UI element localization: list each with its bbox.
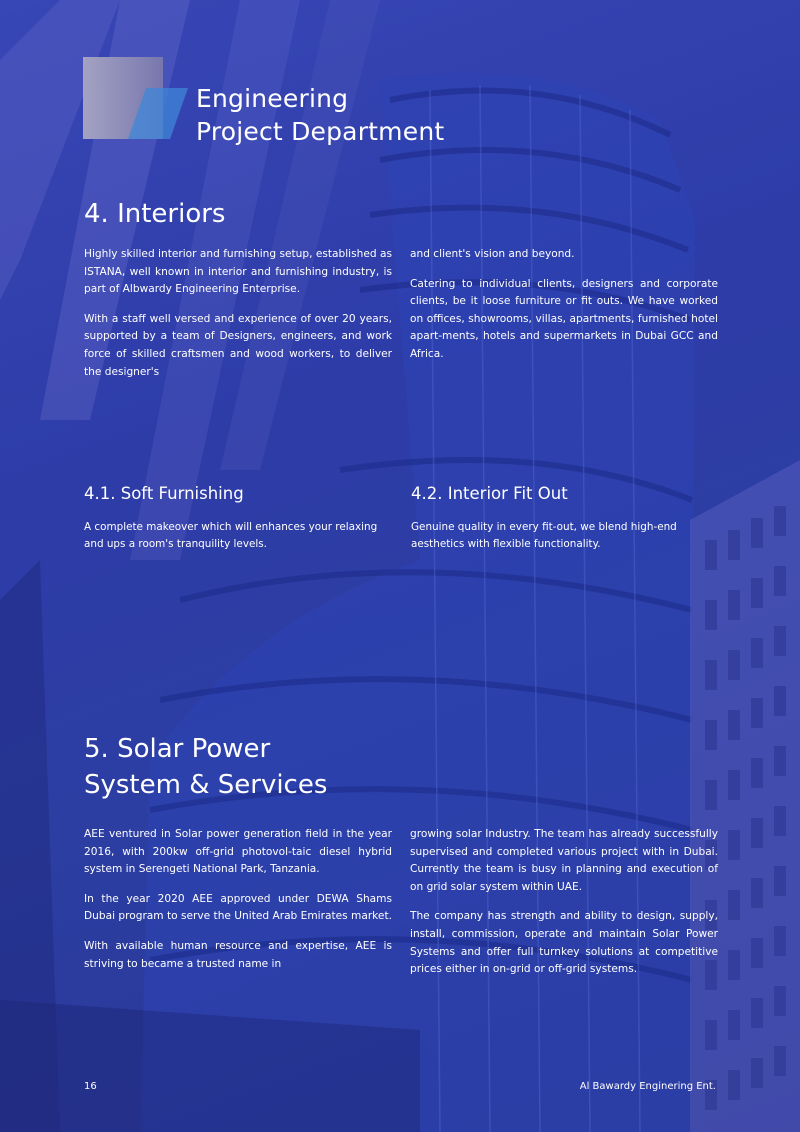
solar-title-line2: System & Services bbox=[84, 770, 328, 800]
subsection-title-interior-fit-out: 4.2. Interior Fit Out bbox=[411, 484, 568, 503]
subsection-title-soft-furnishing: 4.1. Soft Furnishing bbox=[84, 484, 244, 503]
paragraph: Highly skilled interior and furnishing setup, established as ISTANA, well known in interior and furnishing industry, is part of Albwardy Engineering Enterprise. bbox=[84, 248, 392, 296]
paragraph: Catering to individual clients, designers and corporate clients, be it loose furniture or fit outs. We have worked on offices, showrooms, villas, apartments, furnished hotel apart-ments, hotels and supermarkets in Dubai GCC and Africa. bbox=[410, 277, 718, 360]
paragraph: With available human resource and expertise, AEE is striving to became a trusted name in bbox=[84, 939, 392, 970]
footer-company-name: Al Bawardy Enginering Ent. bbox=[579, 1081, 716, 1092]
paragraph: AEE ventured in Solar power generation field in the year 2016, with 200kw off-grid photovol-taic diesel hybrid system in Serengeti National Park, Tanzania. bbox=[84, 828, 392, 876]
solar-left-column bbox=[84, 826, 392, 985]
paragraph: A complete makeover which will enhances your relaxing and ups a room's tranquility levels. bbox=[84, 521, 378, 550]
header-title-line2: Project Department bbox=[196, 117, 445, 146]
interiors-right-column bbox=[410, 246, 718, 376]
section-title-solar bbox=[84, 731, 327, 803]
solar-right-column bbox=[410, 826, 718, 991]
soft-furnishing-text bbox=[84, 519, 392, 565]
section-title-interiors: 4. Interiors bbox=[84, 199, 226, 229]
interiors-left-column bbox=[84, 246, 392, 393]
paragraph: The company has strength and ability to design, supply, install, commission, operate and maintain Solar Power Systems and offer full turnkey solutions at competitive prices either in on-grid or off-grid systems. bbox=[410, 910, 718, 976]
interior-fit-out-text bbox=[411, 519, 719, 565]
page-number: 16 bbox=[84, 1081, 97, 1092]
paragraph: With a staff well versed and experience of over 20 years, supported by a team of Designers, engineers, and work force of skilled craftsmen and wood workers, to deliver the designer's bbox=[84, 312, 392, 378]
solar-title-line1: 5. Solar Power bbox=[84, 734, 271, 764]
paragraph: Genuine quality in every fit-out, we blend high-end aesthetics with flexible functionality. bbox=[411, 521, 677, 550]
paragraph: growing solar Industry. The team has already successfully supervised and completed various project with in Dubai. Currently the team is busy in planning and execution of on grid solar system within UAE. bbox=[410, 828, 718, 893]
paragraph: and client's vision and beyond. bbox=[410, 248, 575, 260]
paragraph: In the year 2020 AEE approved under DEWA Shams Dubai program to serve the United Arab Emirates market. bbox=[84, 892, 392, 923]
page-header-title bbox=[196, 82, 444, 148]
header-title-line1: Engineering bbox=[196, 84, 349, 113]
